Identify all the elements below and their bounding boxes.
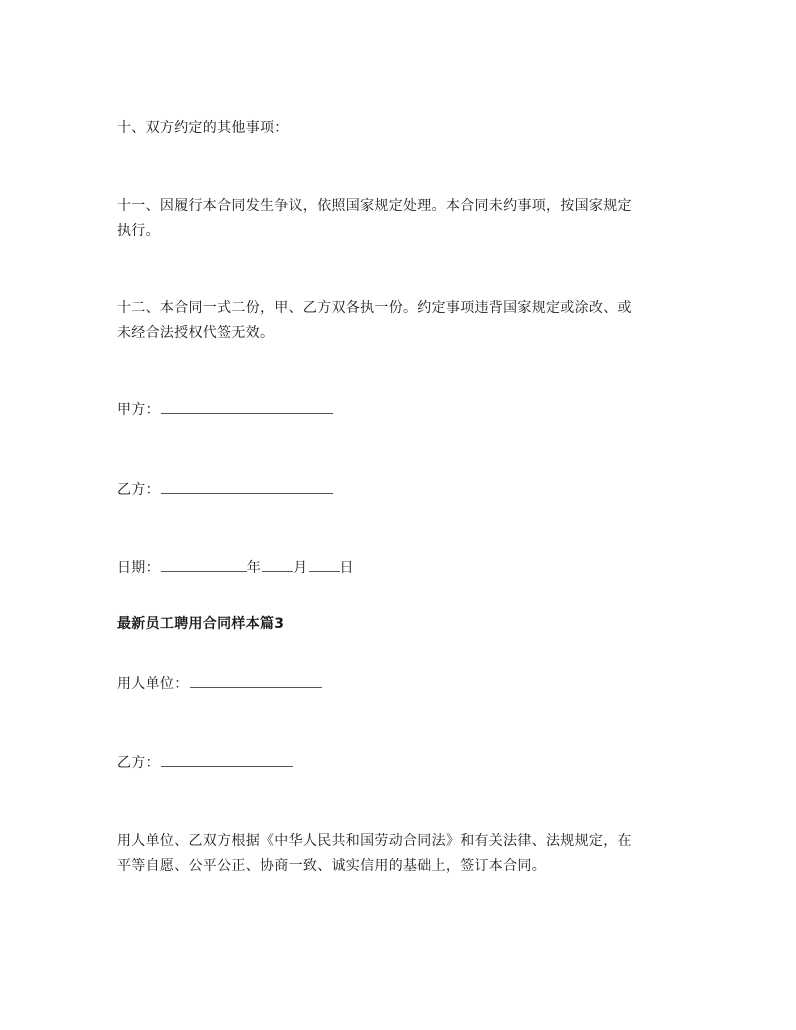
employer-field bbox=[117, 672, 682, 697]
party-b-signature bbox=[117, 478, 682, 503]
clause-10 bbox=[117, 116, 682, 141]
intro-line-1: 用人单位、乙双方根据《中华人民共和国劳动合同法》和有关法律、法规规定，在 bbox=[117, 833, 632, 849]
section-heading-text: 最新员工聘用合同样本篇3 bbox=[117, 616, 285, 632]
date-month-label: 月 bbox=[293, 560, 308, 576]
party-a-label: 甲方： bbox=[117, 402, 160, 418]
date-day-blank[interactable] bbox=[309, 557, 340, 572]
signing-date bbox=[117, 556, 682, 581]
section-heading bbox=[117, 612, 682, 637]
clause-11-line-1: 十一、因履行本合同发生争议，依照国家规定处理。本合同未约事项，按国家规定 bbox=[117, 198, 632, 214]
contract-intro bbox=[117, 829, 682, 879]
clause-11-line-2: 执行。 bbox=[117, 223, 160, 239]
clause-10-text: 十、双方约定的其他事项： bbox=[117, 120, 289, 136]
clause-12 bbox=[117, 296, 682, 346]
date-month-blank[interactable] bbox=[262, 557, 293, 572]
clause-12-line-1: 十二、本合同一式二份，甲、乙方双各执一份。约定事项违背国家规定或涂改、或 bbox=[117, 300, 632, 316]
party-a-blank[interactable] bbox=[161, 399, 333, 414]
date-day-label: 日 bbox=[339, 560, 354, 576]
party-b2-blank[interactable] bbox=[161, 752, 293, 767]
party-b-blank[interactable] bbox=[161, 479, 333, 494]
party-b2-label: 乙方： bbox=[117, 755, 160, 771]
employer-label: 用人单位： bbox=[117, 676, 189, 692]
date-year-blank[interactable] bbox=[161, 557, 247, 572]
employer-blank[interactable] bbox=[190, 673, 322, 688]
date-label: 日期： bbox=[117, 560, 160, 576]
clause-12-line-2: 未经合法授权代签无效。 bbox=[117, 325, 275, 341]
date-year-label: 年 bbox=[246, 560, 262, 576]
intro-line-2: 平等自愿、公平公正、协商一致、诚实信用的基础上，签订本合同。 bbox=[117, 858, 546, 874]
party-b-label: 乙方： bbox=[117, 482, 160, 498]
clause-11 bbox=[117, 194, 682, 244]
party-b-field bbox=[117, 751, 682, 776]
party-a-signature bbox=[117, 398, 682, 423]
